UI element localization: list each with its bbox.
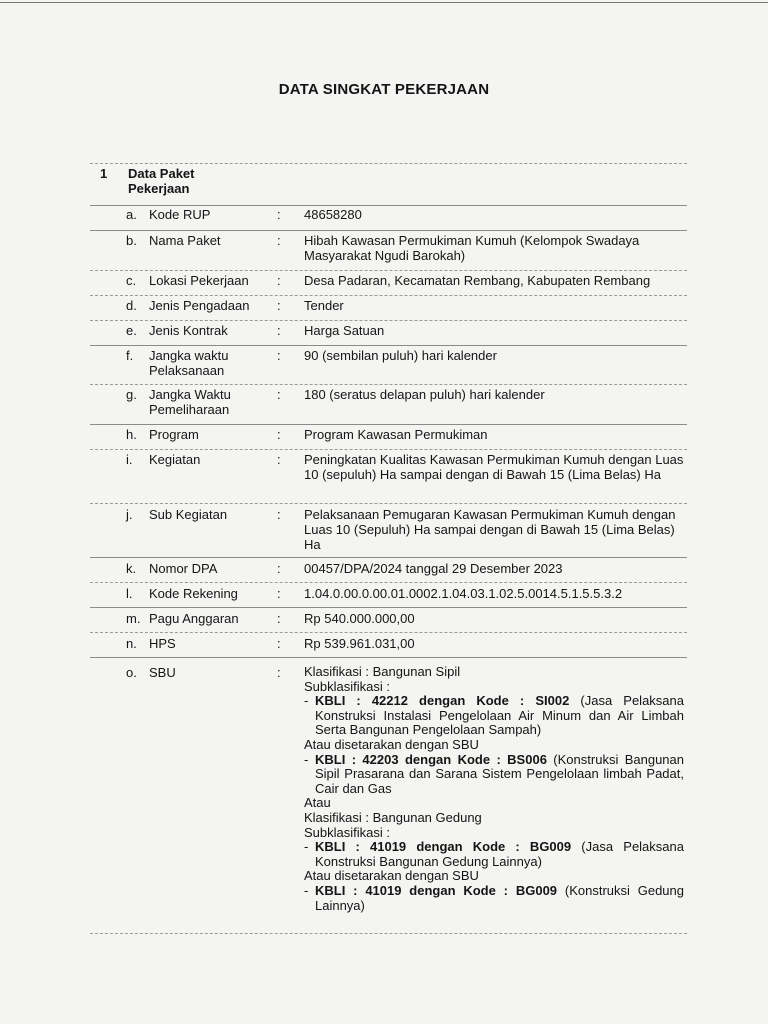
row-divider [90, 657, 687, 658]
row-colon: : [277, 427, 281, 442]
row-value: 00457/DPA/2024 tanggal 29 Desember 2023 [304, 561, 563, 576]
row-divider [90, 449, 687, 450]
kbli-code: KBLI : 42203 dengan Kode : BS006 [315, 751, 547, 767]
kbli-code: KBLI : 41019 dengan Kode : BG009 [315, 882, 558, 898]
bullet-dash: - [304, 839, 309, 855]
row-value: Tender [304, 298, 344, 313]
sbu-klasifikasi: Klasifikasi : Bangunan Sipil [304, 664, 461, 679]
kbli-code: KBLI : 41019 dengan Kode : BG009 [315, 839, 572, 855]
row-label: Lokasi Pekerjaan [149, 273, 249, 288]
sbu-equivalence-note: Atau disetarakan dengan SBU [304, 736, 479, 752]
row-label: Kegiatan [149, 452, 201, 467]
row-divider [90, 424, 687, 425]
row-letter: e. [126, 323, 137, 338]
row-label: Jangka Waktu Pemeliharaan [149, 387, 231, 417]
kbli-description: (Konstruksi Bangunan Sipil Prasarana dan Sarana Sistem Pengelolaan limbah Padat, Cair dan Gas [315, 751, 684, 796]
row-letter: g. [126, 387, 137, 402]
row-value: Program Kawasan Permukiman [304, 427, 488, 442]
row-label: Program [149, 427, 199, 442]
row-divider [90, 320, 687, 321]
row-value: Rp 540.000.000,00 [304, 611, 415, 626]
row-letter: h. [126, 427, 137, 442]
row-label: Jenis Pengadaan [149, 298, 250, 313]
section-number: 1 [100, 166, 108, 181]
row-label: Kode Rekening [149, 586, 238, 601]
row-value: Rp 539.961.031,00 [304, 636, 415, 651]
row-letter: i. [126, 452, 133, 467]
row-divider [90, 163, 687, 164]
row-letter: m. [126, 611, 141, 626]
row-label: SBU [149, 665, 176, 680]
row-value: Hibah Kawasan Permukiman Kumuh (Kelompok Swadaya Masyarakat Ngudi Barokah) [304, 233, 640, 263]
row-label: Kode RUP [149, 207, 211, 222]
page-top-border [0, 2, 768, 3]
kbli-description: (Jasa Pelaksana Konstruksi Instalasi Pengelolaan Air Minum dan Air Limbah Serta Bangunan Pengelolaan Sampah) [315, 693, 684, 738]
sbu-item [304, 884, 684, 913]
bullet-dash: - [304, 693, 309, 709]
row-divider [90, 205, 687, 206]
row-letter: f. [126, 348, 134, 363]
row-divider [90, 230, 687, 231]
row-divider [90, 503, 687, 504]
row-colon: : [277, 665, 281, 680]
row-label: HPS [149, 636, 176, 651]
sbu-subklasifikasi: Subklasifikasi : [304, 824, 390, 840]
row-divider [90, 933, 687, 934]
bullet-dash: - [304, 751, 309, 767]
row-letter: n. [126, 636, 137, 651]
row-colon: : [277, 387, 281, 402]
sbu-equivalence-note: Atau disetarakan dengan SBU [304, 868, 479, 884]
row-letter: a. [126, 207, 137, 222]
row-divider [90, 582, 687, 583]
row-divider [90, 607, 687, 608]
row-label: Nomor DPA [149, 561, 218, 576]
row-letter: k. [126, 561, 137, 576]
row-label: Jangka waktu Pelaksanaan [149, 348, 229, 378]
row-value: 48658280 [304, 207, 362, 222]
row-colon: : [277, 452, 281, 467]
kbli-description: (Konstruksi Gedung Lainnya) [315, 882, 684, 913]
row-label: Nama Paket [149, 233, 221, 248]
row-value: Pelaksanaan Pemugaran Kawasan Permukiman Kumuh dengan Luas 10 (Sepuluh) Ha sampai dengan di Bawah 15 (Lima Belas) Ha [304, 507, 676, 552]
row-colon: : [277, 298, 281, 313]
row-letter: l. [126, 586, 133, 601]
row-divider [90, 345, 687, 346]
sbu-item [304, 694, 684, 738]
sbu-item [304, 840, 684, 869]
row-colon: : [277, 323, 281, 338]
row-label: Sub Kegiatan [149, 507, 228, 522]
sbu-or: Atau [304, 795, 331, 811]
row-colon: : [277, 348, 281, 363]
row-value: 180 (seratus delapan puluh) hari kalender [304, 387, 545, 402]
row-label: Pagu Anggaran [149, 611, 239, 626]
section-label: Data Paket Pekerjaan [128, 166, 195, 196]
sbu-klasifikasi: Klasifikasi : Bangunan Gedung [304, 809, 482, 825]
row-divider [90, 632, 687, 633]
row-colon: : [277, 586, 281, 601]
row-value: 1.04.0.00.0.00.01.0002.1.04.03.1.02.5.0014.5.1.5.5.3.2 [304, 586, 623, 601]
row-divider [90, 384, 687, 385]
row-colon: : [277, 561, 281, 576]
row-letter: j. [126, 507, 133, 522]
sbu-subklasifikasi: Subklasifikasi : [304, 678, 390, 694]
row-colon: : [277, 636, 281, 651]
row-letter: o. [126, 665, 137, 680]
row-value: Desa Padaran, Kecamatan Rembang, Kabupaten Rembang [304, 273, 651, 288]
row-colon: : [277, 507, 281, 522]
row-colon: : [277, 611, 281, 626]
row-colon: : [277, 207, 281, 222]
row-letter: c. [126, 273, 137, 288]
kbli-code: KBLI : 42212 dengan Kode : SI002 [315, 693, 570, 709]
bullet-dash: - [304, 882, 309, 898]
document-title: DATA SINGKAT PEKERJAAN [278, 81, 490, 98]
row-divider [90, 295, 687, 296]
sbu-item [304, 753, 684, 797]
row-value: 90 (sembilan puluh) hari kalender [304, 348, 497, 363]
row-letter: b. [126, 233, 137, 248]
kbli-description: (Jasa Pelaksana Konstruksi Bangunan Gedung Lainnya) [315, 839, 684, 869]
row-value: Peningkatan Kualitas Kawasan Permukiman Kumuh dengan Luas 10 (sepuluh) Ha sampai dengan di Bawah 15 (Lima Belas) Ha [304, 452, 684, 482]
row-divider [90, 557, 687, 558]
row-label: Jenis Kontrak [149, 323, 228, 338]
row-value: Harga Satuan [304, 323, 385, 338]
row-divider [90, 270, 687, 271]
row-colon: : [277, 233, 281, 248]
sbu-details [304, 665, 684, 913]
row-colon: : [277, 273, 281, 288]
row-letter: d. [126, 298, 137, 313]
